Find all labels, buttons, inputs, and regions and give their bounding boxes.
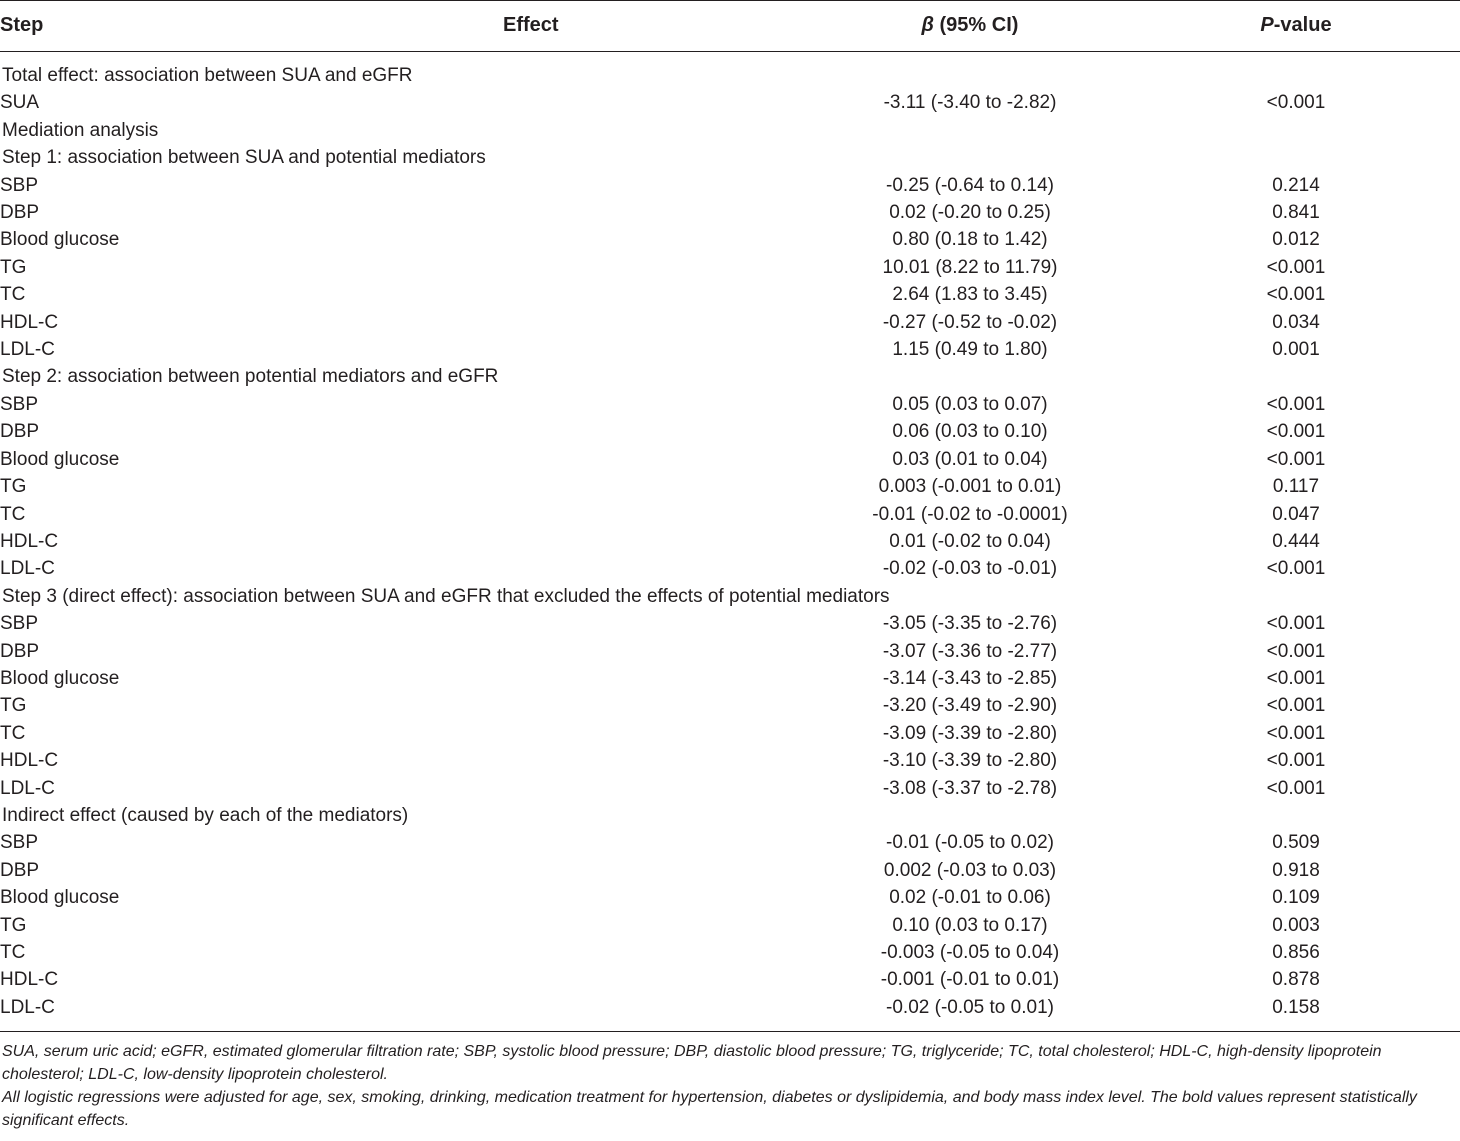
table-row	[0, 528, 1460, 555]
effect-cell: TC	[0, 942, 26, 963]
p-value-cell: <0.001	[1266, 393, 1326, 415]
effect-cell: TG	[0, 256, 27, 278]
section-title: Step 2: association between potential mediators and eGFR	[2, 366, 499, 388]
beta-cell: 0.03 (0.01 to 0.04)	[892, 448, 1048, 470]
bottom-rule	[0, 1031, 1460, 1032]
p-value-cell: <0.001	[1266, 667, 1326, 689]
table-row	[0, 501, 1460, 528]
effect-cell: TG	[0, 914, 27, 936]
p-value-cell: <0.001	[1266, 613, 1326, 635]
p-value-cell: 0.001	[1272, 339, 1320, 361]
table-row	[0, 446, 1460, 473]
effect-cell: HDL-C	[0, 530, 59, 552]
section-title: Mediation analysis	[2, 119, 159, 141]
p-value-cell: <0.001	[1266, 92, 1326, 114]
table-row	[0, 555, 1460, 582]
beta-cell: 0.002 (-0.03 to 0.03)	[883, 859, 1057, 881]
table-row	[0, 226, 1460, 253]
beta-cell: 0.003 (-0.001 to 0.01)	[878, 476, 1062, 498]
effect-cell: Blood glucose	[0, 448, 120, 470]
header-beta	[760, 0, 1180, 51]
p-value-cell: <0.001	[1266, 750, 1326, 772]
table-row	[0, 199, 1460, 226]
section-row	[0, 363, 1460, 390]
effect-cell: HDL-C	[0, 969, 59, 991]
beta-cell: 0.10 (0.03 to 0.17)	[892, 914, 1048, 936]
table-row	[0, 638, 1460, 665]
beta-cell: -0.27 (-0.52 to -0.02)	[882, 311, 1058, 333]
table-row	[0, 912, 1460, 939]
header-p-value	[1180, 0, 1460, 51]
p-value-cell: 0.841	[1272, 202, 1320, 224]
effect-cell: SBP	[0, 613, 39, 635]
table-row	[0, 747, 1460, 774]
beta-cell: -3.20 (-3.49 to -2.90)	[882, 695, 1058, 717]
beta-cell: -3.05 (-3.35 to -2.76)	[882, 613, 1058, 635]
table-row	[0, 610, 1460, 637]
table-row	[0, 720, 1460, 747]
p-value-cell: 0.856	[1272, 942, 1320, 963]
beta-cell: -0.01 (-0.05 to 0.02)	[886, 832, 1054, 854]
p-value-cell: 0.109	[1272, 887, 1320, 909]
header-beta-symbol: β	[921, 14, 934, 36]
header-step: Step	[0, 14, 44, 36]
effect-cell: LDL-C	[0, 558, 55, 580]
table-row	[0, 89, 1460, 116]
section-row	[0, 583, 1460, 610]
table-body	[0, 51, 1460, 1021]
effect-cell: SUA	[0, 92, 40, 114]
effect-cell: LDL-C	[0, 996, 55, 1018]
effect-cell: HDL-C	[0, 750, 59, 772]
beta-cell: 0.01 (-0.02 to 0.04)	[889, 530, 1051, 552]
header-row	[0, 0, 1460, 51]
beta-cell: -0.003 (-0.05 to 0.04)	[880, 942, 1060, 963]
effect-cell: TG	[0, 695, 27, 717]
p-value-cell: 0.918	[1272, 859, 1320, 881]
beta-cell: 0.80 (0.18 to 1.42)	[892, 229, 1048, 251]
beta-cell: -0.25 (-0.64 to 0.14)	[886, 174, 1054, 196]
table-row	[0, 994, 1460, 1021]
p-value-cell: 0.214	[1272, 174, 1320, 196]
beta-cell: 0.02 (-0.20 to 0.25)	[889, 202, 1051, 224]
section-row	[0, 51, 1460, 89]
effect-cell: LDL-C	[0, 777, 55, 799]
beta-cell: -0.02 (-0.03 to -0.01)	[882, 558, 1058, 580]
effect-cell: Blood glucose	[0, 229, 120, 251]
table-footnotes	[2, 1040, 1458, 1132]
p-value-cell: <0.001	[1266, 421, 1326, 443]
beta-cell: -3.08 (-3.37 to -2.78)	[882, 777, 1058, 799]
p-value-cell: 0.509	[1272, 832, 1320, 854]
beta-cell: -0.001 (-0.01 to 0.01)	[880, 969, 1060, 991]
effect-cell: Blood glucose	[0, 887, 120, 909]
p-value-cell: <0.001	[1266, 558, 1326, 580]
p-value-cell: 0.003	[1272, 914, 1320, 936]
p-value-cell: <0.001	[1266, 695, 1326, 717]
p-value-cell: 0.878	[1272, 969, 1320, 991]
table-row	[0, 418, 1460, 445]
effect-cell: DBP	[0, 640, 40, 662]
table-row	[0, 281, 1460, 308]
table-row	[0, 692, 1460, 719]
effect-cell: TC	[0, 284, 26, 306]
table-row	[0, 966, 1460, 993]
beta-cell: 1.15 (0.49 to 1.80)	[892, 339, 1048, 361]
effect-cell: LDL-C	[0, 339, 55, 361]
table-row	[0, 829, 1460, 856]
beta-cell: 10.01 (8.22 to 11.79)	[882, 256, 1058, 278]
header-step-effect	[0, 0, 760, 51]
p-value-cell: <0.001	[1266, 777, 1326, 799]
table-row	[0, 309, 1460, 336]
p-value-cell: <0.001	[1266, 256, 1326, 278]
effect-cell: DBP	[0, 421, 40, 443]
p-value-cell: 0.047	[1272, 503, 1320, 525]
header-effect: Effect	[503, 14, 559, 36]
footnote-abbreviations: SUA, serum uric acid; eGFR, estimated glomerular filtration rate; SBP, systolic blood pressure; DBP, diastolic blood pressure; TG, triglyceride; TC, total cholesterol; HDL-C, high-density lipoprotein cholesterol; LDL-C, low-density lipoprotein cholesterol.	[2, 1043, 1382, 1083]
p-value-cell: <0.001	[1266, 722, 1326, 744]
effect-cell: TC	[0, 722, 26, 744]
effect-cell: TC	[0, 503, 26, 525]
effect-cell: HDL-C	[0, 311, 59, 333]
p-value-cell: <0.001	[1266, 284, 1326, 306]
footnote-adjustment: All logistic regressions were adjusted for age, sex, smoking, drinking, medication treatment for hypertension, diabetes or dyslipidemia, and body mass index level. The bold values represent statistically significant effects.	[2, 1089, 1417, 1129]
effect-cell: Blood glucose	[0, 667, 120, 689]
header-beta-rest: (95% CI)	[933, 14, 1019, 36]
table-row	[0, 939, 1460, 966]
section-title: Total effect: association between SUA and eGFR	[2, 65, 413, 86]
effect-cell: DBP	[0, 859, 40, 881]
p-value-cell: 0.444	[1272, 530, 1320, 552]
beta-cell: -3.11 (-3.40 to -2.82)	[883, 92, 1057, 114]
beta-cell: 2.64 (1.83 to 3.45)	[892, 284, 1048, 306]
table-row	[0, 391, 1460, 418]
section-row	[0, 802, 1460, 829]
beta-cell: -3.07 (-3.36 to -2.77)	[882, 640, 1058, 662]
section-title: Step 3 (direct effect): association between SUA and eGFR that excluded the effects of potential mediators	[2, 585, 890, 607]
table-row	[0, 665, 1460, 692]
table-row	[0, 254, 1460, 281]
p-value-cell: <0.001	[1266, 640, 1326, 662]
table-row	[0, 473, 1460, 500]
table-row	[0, 336, 1460, 363]
section-title: Step 1: association between SUA and potential mediators	[2, 147, 486, 169]
beta-cell: -3.14 (-3.43 to -2.85)	[882, 667, 1058, 689]
effect-cell: SBP	[0, 393, 39, 415]
section-row	[0, 117, 1460, 144]
p-value-cell: <0.001	[1266, 448, 1326, 470]
beta-cell: -3.09 (-3.39 to -2.80)	[882, 722, 1058, 744]
effect-cell: TG	[0, 476, 27, 498]
beta-cell: 0.06 (0.03 to 0.10)	[892, 421, 1048, 443]
p-value-cell: 0.158	[1272, 996, 1320, 1018]
effect-cell: SBP	[0, 174, 39, 196]
section-row	[0, 144, 1460, 171]
table-header	[0, 0, 1460, 51]
beta-cell: -0.01 (-0.02 to -0.0001)	[872, 503, 1068, 525]
beta-cell: 0.02 (-0.01 to 0.06)	[889, 887, 1051, 909]
header-p-italic: P	[1260, 14, 1274, 36]
beta-cell: 0.05 (0.03 to 0.07)	[892, 393, 1048, 415]
table-row	[0, 857, 1460, 884]
p-value-cell: 0.117	[1272, 476, 1320, 498]
effect-cell: SBP	[0, 832, 39, 854]
section-title: Indirect effect (caused by each of the mediators)	[2, 804, 409, 826]
table-row	[0, 172, 1460, 199]
beta-cell: -0.02 (-0.05 to 0.01)	[886, 996, 1054, 1018]
effect-cell: DBP	[0, 202, 40, 224]
beta-cell: -3.10 (-3.39 to -2.80)	[882, 750, 1058, 772]
header-p-rest: -value	[1273, 14, 1332, 36]
table-row	[0, 775, 1460, 802]
p-value-cell: 0.034	[1272, 311, 1320, 333]
table-row	[0, 884, 1460, 911]
p-value-cell: 0.012	[1272, 229, 1320, 251]
